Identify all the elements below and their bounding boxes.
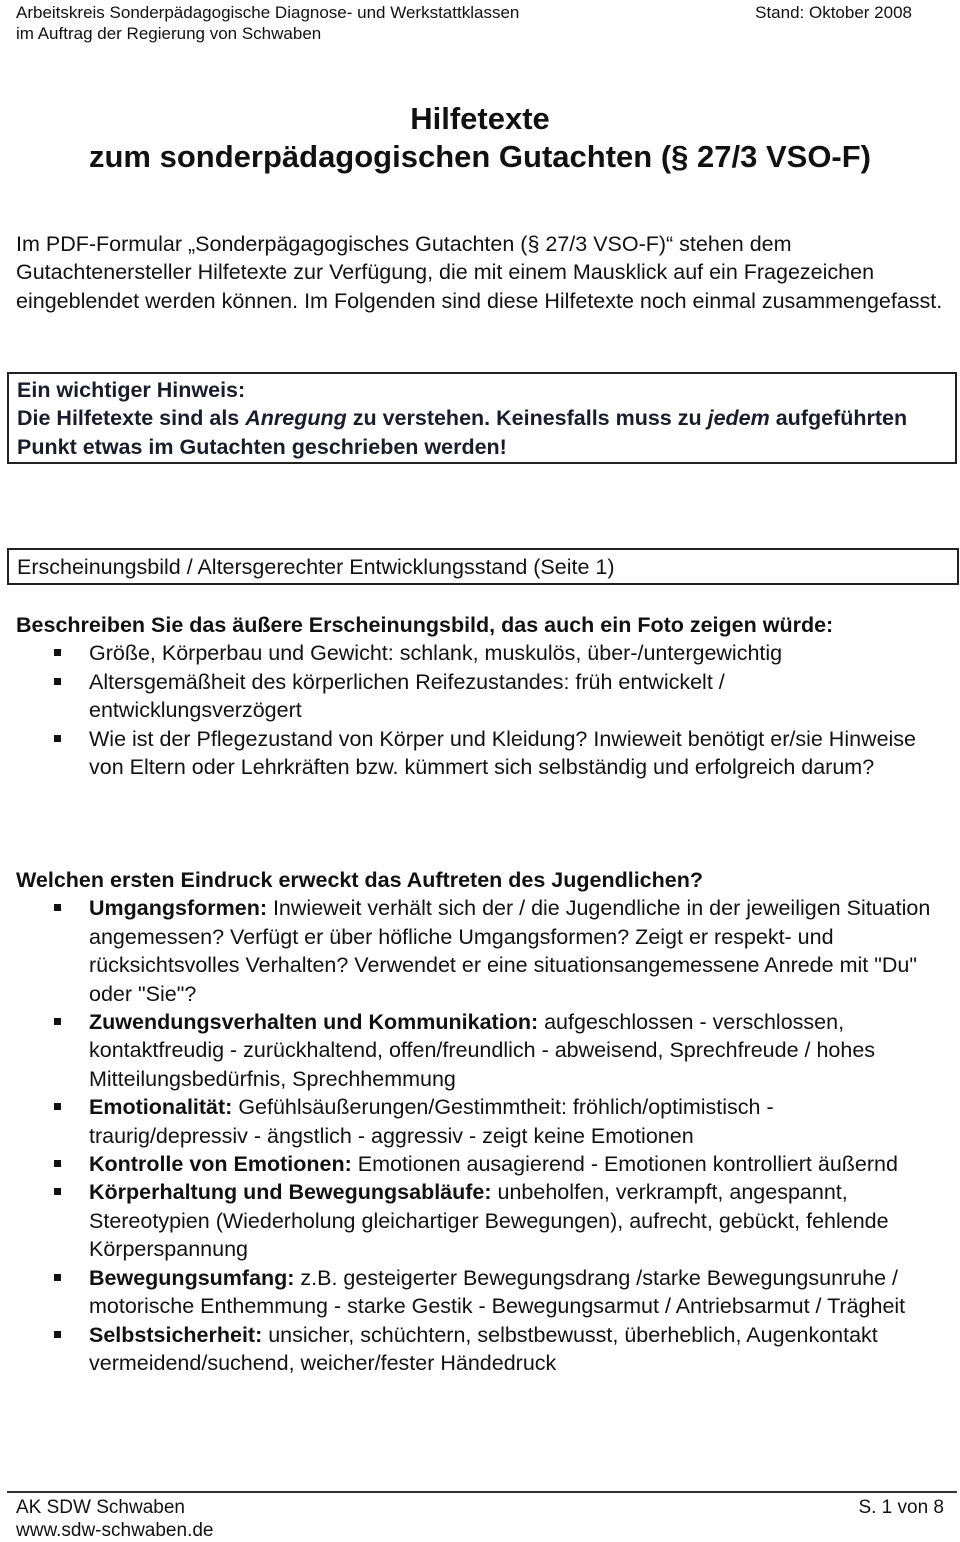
list-item (16, 1264, 936, 1321)
item-term: Selbstsicherheit: (89, 1322, 263, 1347)
title-line2: zum sonderpädagogischen Gutachten (§ 27/3 VSO-F) (88, 139, 872, 174)
bullet-icon (54, 1103, 61, 1110)
list-item (16, 1150, 936, 1178)
item-text: Inwieweit verhält sich der / die Jugendliche in der jeweiligen Situation angemessen? Verfügt er über höfliche Umgangsformen? Zeigt er respekt- und rücksichtsvolles Verhalten? Verwendet er eine situationsangemessene Anrede mit "Du" oder "Sie"? (89, 896, 931, 1006)
bullet-icon (54, 904, 61, 911)
notice-emphasis-anregung: Anregung (245, 406, 347, 431)
item-term: Zuwendungsverhalten und Kommunikation: (89, 1010, 539, 1035)
impression-list (16, 894, 936, 1377)
bullet-icon (54, 1188, 61, 1195)
footer-url[interactable]: www.sdw-schwaben.de (16, 1520, 214, 1541)
list-item (16, 894, 936, 1008)
notice-text-b: zu verstehen. Keinesfalls muss zu (346, 406, 708, 431)
title-line1: Hilfetexte (410, 101, 550, 136)
item-term: Körperhaltung und Bewegungsabläufe: (89, 1180, 492, 1205)
bullet-icon (54, 1274, 61, 1281)
bullet-icon (54, 735, 61, 742)
item-text: unsicher, schüchtern, selbstbewusst, überheblich, Augenkontakt vermeidend/suchend, weicher/fester Händedruck (89, 1322, 878, 1375)
item-term: Emotionalität: (89, 1095, 233, 1120)
footer-org: AK SDW Schwaben (16, 1497, 185, 1518)
item-text: z.B. gesteigerter Bewegungsdrang /starke Bewegungsunruhe / motorische Enthemmung - starke Gestik - Bewegungsarmut / Antriebsarmut / Trägheit (89, 1265, 906, 1319)
list-item (16, 639, 936, 667)
list-item (16, 668, 936, 725)
item-term: Kontrolle von Emotionen: (89, 1152, 352, 1177)
intro-paragraph: Im PDF-Formular „Sonderpägagogisches Gutachten (§ 27/3 VSO-F)“ stehen dem Gutachtenersteller Hilfetexte zur Verfügung, die mit einem Mausklick auf ein Fragezeichen eingeblendet werden können. Im Folgenden sind diese Hilfetexte noch einmal zusammengefasst. (16, 232, 943, 313)
bullet-icon (54, 649, 61, 656)
header-org-name: Arbeitskreis Sonderpädagogische Diagnose- und Werkstattklassen (16, 3, 520, 22)
bullet-icon (54, 678, 61, 685)
list-item (16, 1321, 936, 1378)
notice-heading: Ein wichtiger Hinweis: (17, 378, 246, 402)
notice-emphasis-jedem: jedem (707, 406, 770, 431)
bullet-icon (54, 1160, 61, 1167)
item-term: Umgangsformen: (89, 896, 267, 921)
list-item (16, 1093, 936, 1150)
item-text: Gefühlsäußerungen/Gestimmtheit: fröhlich/optimistisch - traurig/depressiv - ängstlich - aggressiv - zeigt keine Emotionen (89, 1095, 774, 1148)
appearance-list (16, 639, 936, 781)
item-text: aufgeschlossen - verschlossen, kontaktfreudig - zurückhaltend, offen/freundlich - abweisend, Sprechfreude / hohes Mitteilungsbedürfnis, Sprechhemmung (89, 1010, 876, 1091)
header-sub: im Auftrag der Regierung von Schwaben (16, 24, 322, 43)
footer-left (16, 1496, 213, 1542)
question-appearance (16, 611, 936, 781)
list-item (16, 1178, 936, 1263)
section-heading: Erscheinungsbild / Altersgerechter Entwicklungsstand (Seite 1) (7, 548, 959, 585)
bullet-icon (54, 1331, 61, 1338)
list-item (16, 725, 936, 782)
question-heading: Welchen ersten Eindruck erweckt das Auftreten des Jugendlichen? (16, 868, 703, 892)
item-term: Bewegungsumfang: (89, 1265, 295, 1290)
list-item (16, 1008, 936, 1093)
page-title (0, 100, 960, 176)
bullet-icon (54, 1018, 61, 1025)
item-text: Wie ist der Pflegezustand von Körper und Kleidung? Inwieweit benötigt er/sie Hinweise von Eltern oder Lehrkräften bzw. kümmert sich selbständig und erfolgreich darum? (89, 726, 917, 780)
notice-text (17, 404, 955, 461)
item-text: unbeholfen, verkrampft, angespannt, Stereotypien (Wiederholung gleichartiger Bewegungen), aufrecht, gebückt, fehlende Körperspannung (89, 1180, 889, 1262)
notice-text-c: aufgeführten Punkt etwas im Gutachten geschrieben werden! (17, 406, 908, 459)
header-org (16, 2, 519, 44)
item-text: Größe, Körperbau und Gewicht: schlank, muskulös, über-/untergewichtig (89, 641, 783, 666)
question-impression (16, 866, 936, 1377)
notice-box (7, 372, 957, 464)
item-text: Altersgemäßheit des körperlichen Reifezustandes: früh entwickelt / entwicklungsverzögert (89, 669, 725, 723)
footer-page-number: S. 1 von 8 (858, 1497, 944, 1518)
question-heading: Beschreiben Sie das äußere Erscheinungsbild, das auch ein Foto zeigen würde: (16, 613, 834, 637)
item-text: Emotionen ausagierend - Emotionen kontrolliert äußernd (351, 1152, 898, 1177)
header-date: Stand: Oktober 2008 (755, 3, 912, 22)
notice-text-a: Die Hilfetexte sind als (17, 406, 246, 431)
footer-divider (7, 1491, 957, 1493)
